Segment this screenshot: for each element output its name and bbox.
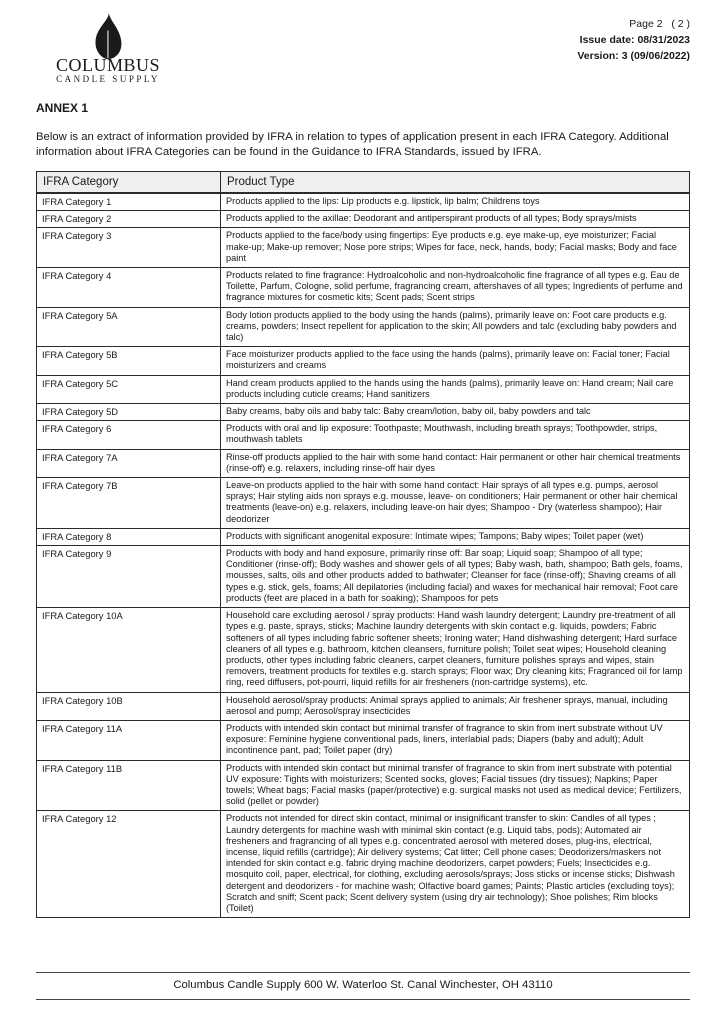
issue-date: Issue date: 08/31/2023 [579, 34, 690, 46]
product-type-cell: Products with significant anogenital exposure: Intimate wipes; Tampons; Baby wipes; Toilet paper (wet) [221, 528, 690, 545]
product-type-cell: Products with intended skin contact but minimal transfer of fragrance to skin from inert substrate without UV exposure: Feminine hygiene conventional pads, liners, interlabial pads; Diapers (baby and adult); Adult incontinence pant, pad; Toilet paper (dry) [221, 720, 690, 760]
page-footer [36, 972, 690, 1000]
table-row [37, 375, 690, 403]
product-type-cell: Hand cream products applied to the hands using the hands (palms), primarily leave on: Hand cream; Nail care products including cuticle creams; Hand sanitizers [221, 375, 690, 403]
ifra-category-cell: IFRA Category 5C [37, 375, 221, 403]
product-type-cell: Products applied to the axillae: Deodorant and antiperspirant products of all types; Body sprays/mists [221, 211, 690, 228]
ifra-category-cell: IFRA Category 2 [37, 211, 221, 228]
table-row [37, 608, 690, 692]
column-header-product-type: Product Type [221, 172, 690, 194]
table-row [37, 228, 690, 268]
document-meta [577, 12, 690, 64]
product-type-cell: Body lotion products applied to the body using the hands (palms), primarily leave on: Foot care products e.g. creams, powders; Insect repellent for application to the skin; All powders and talc (excluding baby powders and talc) [221, 307, 690, 347]
product-type-cell: Products with body and hand exposure, primarily rinse off: Bar soap; Liquid soap; Shampoo of all type; Conditioner (rinse-off); Body washes and shower gels of all types; Baby wash, bath, shampoo; Bath gels, foams, mousses, salts, oils and other products added to bathwater; Cleanser for face (rinse-off); Shaving creams of all types e.g. stick, gels, foams; All depilatories (including facial) and waxes for mechanical hair removal; Foot care products (feet are placed in a bath for soaking); Shampoos for pets [221, 546, 690, 608]
version: Version: 3 (09/06/2022) [577, 50, 690, 62]
intro-paragraph: Below is an extract of information provided by IFRA in relation to types of application present in each IFRA Category. Additional information about IFRA Categories can be found in the Guidance to IFRA Standards, issued by IFRA. [36, 131, 669, 158]
product-type-cell: Products with oral and lip exposure: Toothpaste; Mouthwash, including breath sprays; Toothpowder, strips, mouthwash tablets [221, 421, 690, 449]
table-row [37, 449, 690, 477]
table-header-row [37, 172, 690, 194]
ifra-table-body [37, 193, 690, 918]
logo-company-name: COLUMBUS [55, 55, 161, 75]
product-type-cell: Baby creams, baby oils and baby talc: Baby cream/lotion, baby oil, baby powders and talc [221, 404, 690, 421]
ifra-category-cell: IFRA Category 9 [37, 546, 221, 608]
ifra-category-cell: IFRA Category 5D [37, 404, 221, 421]
ifra-category-cell: IFRA Category 7B [37, 478, 221, 529]
product-type-cell: Household aerosol/spray products: Animal sprays applied to animals; Air freshener sprays, manual, including aerosol and pump; Aerosol/spray insecticides [221, 692, 690, 720]
logo-tagline: CANDLE SUPPLY [56, 74, 160, 84]
ifra-category-cell: IFRA Category 3 [37, 228, 221, 268]
product-type-cell: Face moisturizer products applied to the face using the hands (palms), primarily leave on: Facial toner; Facial moisturizers and creams [221, 347, 690, 375]
ifra-category-cell: IFRA Category 5B [37, 347, 221, 375]
table-row [37, 421, 690, 449]
product-type-cell: Rinse-off products applied to the hair with some hand contact: Hair permanent or other hair chemical treatments (rinse-off) e.g. relaxers, including rinse-off hair dyes [221, 449, 690, 477]
table-row [37, 307, 690, 347]
ifra-category-cell: IFRA Category 8 [37, 528, 221, 545]
product-type-cell: Products related to fine fragrance: Hydroalcoholic and non-hydroalcoholic fine fragrance of all types e.g. Eau de Toilette, Parfum, Cologne, solid perfume, fragrancing cream, aftershaves of all types; Ingredients of perfume and fragrance mixtures for cosmetic kits; Scent pads; Scent strips [221, 268, 690, 308]
ifra-category-cell: IFRA Category 1 [37, 193, 221, 211]
page-number: Page 2 ( 2 ) [629, 18, 690, 30]
product-type-cell: Products with intended skin contact but minimal transfer of fragrance to skin from inert substrate with potential UV exposure: Tights with moisturizers; Scented socks, gloves; Facial tissues (dry tissues); Napkins; Paper towels; Wheat bags; Facial masks (paper/protective) e.g. surgical masks not used as medical device; Fertilizers, solid (pellet or powder) [221, 760, 690, 811]
ifra-category-cell: IFRA Category 7A [37, 449, 221, 477]
table-row [37, 811, 690, 918]
product-type-cell: Household care excluding aerosol / spray products: Hand wash laundry detergent; Laundry pre-treatment of all types e.g. paste, sprays, sticks; Machine laundry detergents with skin contact e.g. liquids, powders; Fabric softeners of all types including fabric softener sheets; Ironing water; Hand dishwashing detergent; Hard surface cleaners of all types e.g. bathroom, kitchen cleansers, furniture polish; Toilet seat wipes; Household cleaning products, other types including fabric cleaners, carpet cleaners, furniture polishes sprays and wipes, stain removers, treatment products for textiles e.g. starch sprays; Floor wax; Dry cleaning kits; Fragranced oil for lamp ring, reed diffusers, pot-pourri, liquid refills for air fresheners (non-cartridge systems), etc. [221, 608, 690, 692]
ifra-category-table [36, 171, 690, 918]
column-header-ifra-category: IFRA Category [37, 172, 221, 194]
ifra-category-cell: IFRA Category 10B [37, 692, 221, 720]
ifra-category-cell: IFRA Category 12 [37, 811, 221, 918]
table-row [37, 760, 690, 811]
ifra-category-cell: IFRA Category 11B [37, 760, 221, 811]
ifra-category-cell: IFRA Category 5A [37, 307, 221, 347]
table-row [37, 347, 690, 375]
table-row [37, 546, 690, 608]
table-row [37, 720, 690, 760]
product-type-cell: Leave-on products applied to the hair with some hand contact: Hair sprays of all types e.g. pumps, aerosol sprays; Hair styling aids non sprays e.g. mousse, leave- on conditioners; Hair permanent or other hair chemical treatments (leave-on) e.g. relaxers, including leave-on hair dyes; Shampoo - Dry (waterless shampoo); Hair deodorizer [221, 478, 690, 529]
table-row [37, 193, 690, 211]
table-row [37, 404, 690, 421]
table-row [37, 528, 690, 545]
table-row [37, 478, 690, 529]
flame-icon [89, 12, 127, 60]
company-logo [44, 12, 172, 85]
company-address: Columbus Candle Supply 600 W. Waterloo St. Canal Winchester, OH 43110 [173, 979, 553, 991]
ifra-category-cell: IFRA Category 11A [37, 720, 221, 760]
page-header [0, 0, 724, 85]
product-type-cell: Products applied to the lips: Lip products e.g. lipstick, lip balm; Childrens toys [221, 193, 690, 211]
table-row [37, 211, 690, 228]
table-row [37, 692, 690, 720]
ifra-category-cell: IFRA Category 4 [37, 268, 221, 308]
table-header [37, 172, 690, 194]
ifra-category-cell: IFRA Category 10A [37, 608, 221, 692]
product-type-cell: Products applied to the face/body using fingertips: Eye products e.g. eye make-up, eye moisturizer; Facial make-up; Make-up remover; Nose pore strips; Wipes for face, neck, hands, body; Facial masks; Body and face paint [221, 228, 690, 268]
table-row [37, 268, 690, 308]
annex-title: ANNEX 1 [36, 101, 89, 115]
ifra-category-cell: IFRA Category 6 [37, 421, 221, 449]
product-type-cell: Products not intended for direct skin contact, minimal or insignificant transfer to skin: Candles of all types ; Laundry detergents for machine wash with minimal skin contact (e.g. Liquid tabs, pods); Automated air fresheners and fragrancing of all types e.g. concentrated aerosol with metered doses, plug-ins, electrical, incense, liquid refills (cartridge); Air delivery systems; Cat litter; Cell phone cases; Deodorizers/maskers not intended for skin contact e.g. fabric drying machine deodorizers, carpet powders; Fuels; Insecticides e.g. mosquito coil, paper, electrical, for clothing, excluding aerosols/sprays; Joss sticks or incense sticks; Dishwash detergent and deodorizers - for machine wash; Olfactive board games; Paints; Plastic articles (excluding toys); Scratch and sniff; Scent pack; Scent delivery system (using dry air technology); Shoe polishes; Rim blocks (Toilet) [221, 811, 690, 918]
